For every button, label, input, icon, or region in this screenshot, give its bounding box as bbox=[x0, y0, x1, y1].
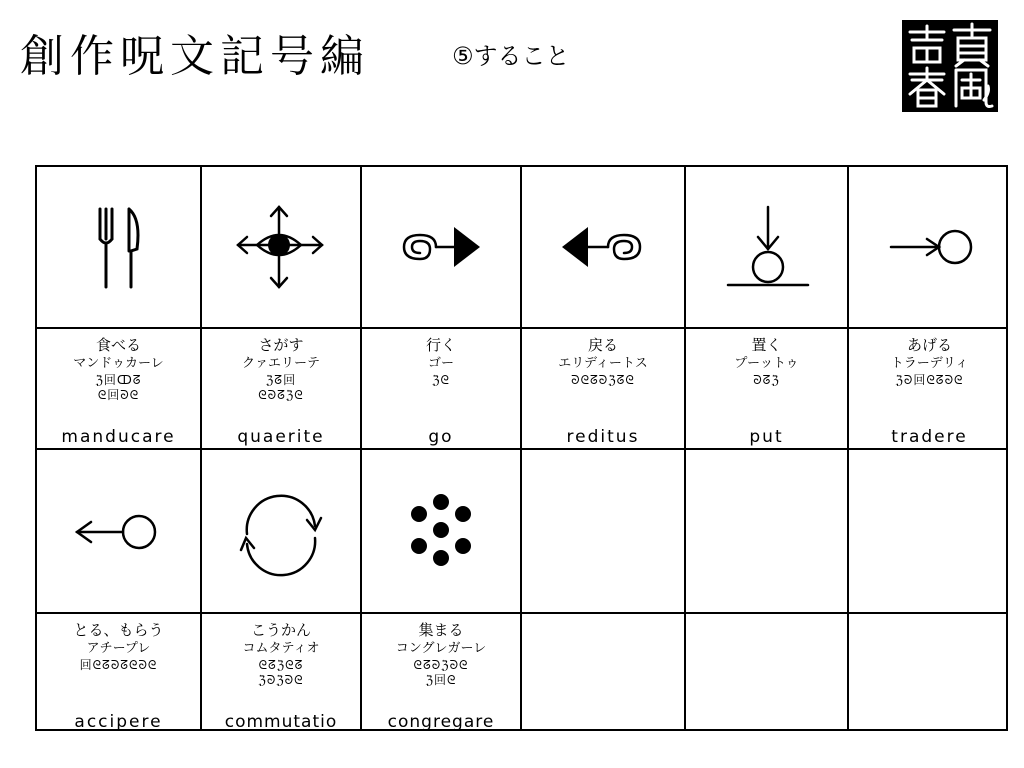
rune-line: ᘓᘔℨᘓᘔ bbox=[258, 658, 304, 672]
japanese-meaning: とる、もらう bbox=[73, 621, 164, 639]
latin-word: go bbox=[428, 427, 454, 447]
label-cell-eat bbox=[37, 329, 200, 448]
rune-line: ᘐᘓᘔᘐℨᘔᘓ bbox=[571, 373, 635, 387]
japanese-meaning: こうかん bbox=[250, 621, 311, 639]
symbol-cell-eat bbox=[37, 167, 200, 327]
japanese-meaning: 置く bbox=[751, 336, 782, 354]
label-cell-return bbox=[522, 329, 684, 448]
label-cell-put bbox=[686, 329, 847, 448]
rune-line: ℨ回ↀᘔ bbox=[95, 373, 142, 387]
page-subtitle: ⑤すること bbox=[452, 42, 570, 70]
arrow-right-circle-icon bbox=[849, 167, 1010, 327]
label-cell-take bbox=[37, 614, 200, 733]
japanese-meaning: 戻る bbox=[587, 336, 618, 354]
rune-line: ᘓ回ᘐᘓ bbox=[97, 388, 140, 402]
japanese-meaning: あげる bbox=[906, 336, 952, 354]
katakana-reading: トラーデリィ bbox=[890, 356, 969, 371]
latin-word: reditus bbox=[566, 427, 640, 447]
label-cell-exchange bbox=[202, 614, 360, 733]
katakana-reading: コムタティオ bbox=[242, 641, 320, 656]
rune-line: ℨᘐ回ᘓᘔᘐᘓ bbox=[895, 373, 964, 387]
empty-symbol-cell bbox=[686, 450, 847, 612]
japanese-meaning: 行く bbox=[425, 336, 456, 354]
katakana-reading: クァエリーテ bbox=[241, 356, 320, 371]
rune-line: ᘓᘔᘐℨᘐᘓ bbox=[413, 658, 469, 672]
japanese-meaning: 集まる bbox=[418, 621, 464, 639]
symbol-cell-go bbox=[362, 167, 520, 327]
latin-word: accipere bbox=[74, 712, 163, 732]
symbol-cell-search bbox=[202, 167, 360, 327]
rune-line: ᘐᘔℨ bbox=[753, 373, 780, 387]
symbol-cell-exchange bbox=[202, 450, 360, 612]
symbol-cell-take bbox=[37, 450, 200, 612]
spiral-right-triangle-icon bbox=[362, 167, 520, 327]
katakana-reading: エリディートス bbox=[558, 356, 648, 371]
japanese-meaning: 食べる bbox=[95, 336, 141, 354]
arrow-left-circle-icon bbox=[37, 450, 200, 612]
rune-line: ℨᘓ bbox=[432, 373, 450, 387]
symbol-cell-put bbox=[686, 167, 847, 327]
spiral-left-triangle-icon bbox=[522, 167, 684, 327]
rune-line: ℨ回ᘓ bbox=[425, 673, 457, 687]
rune-line: ᘓᘐᘔℨᘓ bbox=[258, 388, 304, 402]
katakana-reading: アチープレ bbox=[86, 641, 151, 656]
empty-symbol-cell bbox=[849, 450, 1010, 612]
latin-word: manducare bbox=[61, 427, 176, 447]
page-title: 創作呪文記号編 bbox=[20, 31, 370, 82]
katakana-reading: コングレガーレ bbox=[395, 641, 487, 656]
label-cell-give bbox=[849, 329, 1010, 448]
latin-word: tradere bbox=[891, 427, 968, 447]
katakana-reading: マンドゥカーレ bbox=[73, 356, 164, 371]
rune-line: ℨᘔ回 bbox=[265, 373, 297, 387]
label-cell-go bbox=[362, 329, 520, 448]
japanese-meaning: さがす bbox=[258, 336, 304, 354]
fork-knife-icon bbox=[37, 167, 200, 327]
spell-symbol-table bbox=[35, 165, 1008, 731]
rune-line: ℨᘐℨᘐᘓ bbox=[258, 673, 304, 687]
empty-symbol-cell bbox=[522, 450, 684, 612]
latin-word: put bbox=[749, 427, 784, 447]
symbol-cell-return bbox=[522, 167, 684, 327]
symbol-cell-give bbox=[849, 167, 1010, 327]
label-cell-search bbox=[202, 329, 360, 448]
circular-arrows-icon bbox=[202, 450, 360, 612]
empty-label-cell bbox=[849, 614, 1010, 733]
latin-word: quaerite bbox=[237, 427, 325, 447]
latin-word: congregare bbox=[387, 712, 495, 732]
symbol-cell-gather bbox=[362, 450, 520, 612]
dot-cluster-icon bbox=[362, 450, 520, 612]
arrow-down-circle-icon bbox=[686, 167, 847, 327]
eye-arrows-icon bbox=[202, 167, 360, 327]
empty-label-cell bbox=[686, 614, 847, 733]
katakana-reading: プーットゥ bbox=[734, 356, 799, 371]
label-cell-gather bbox=[362, 614, 520, 733]
rune-line: 回ᘓᘔᘐᘔᘓᘐᘓ bbox=[79, 658, 158, 672]
empty-label-cell bbox=[522, 614, 684, 733]
latin-word: commutatio bbox=[224, 712, 338, 732]
seal-stamp-icon bbox=[900, 18, 1000, 114]
katakana-reading: ゴー bbox=[427, 356, 454, 371]
